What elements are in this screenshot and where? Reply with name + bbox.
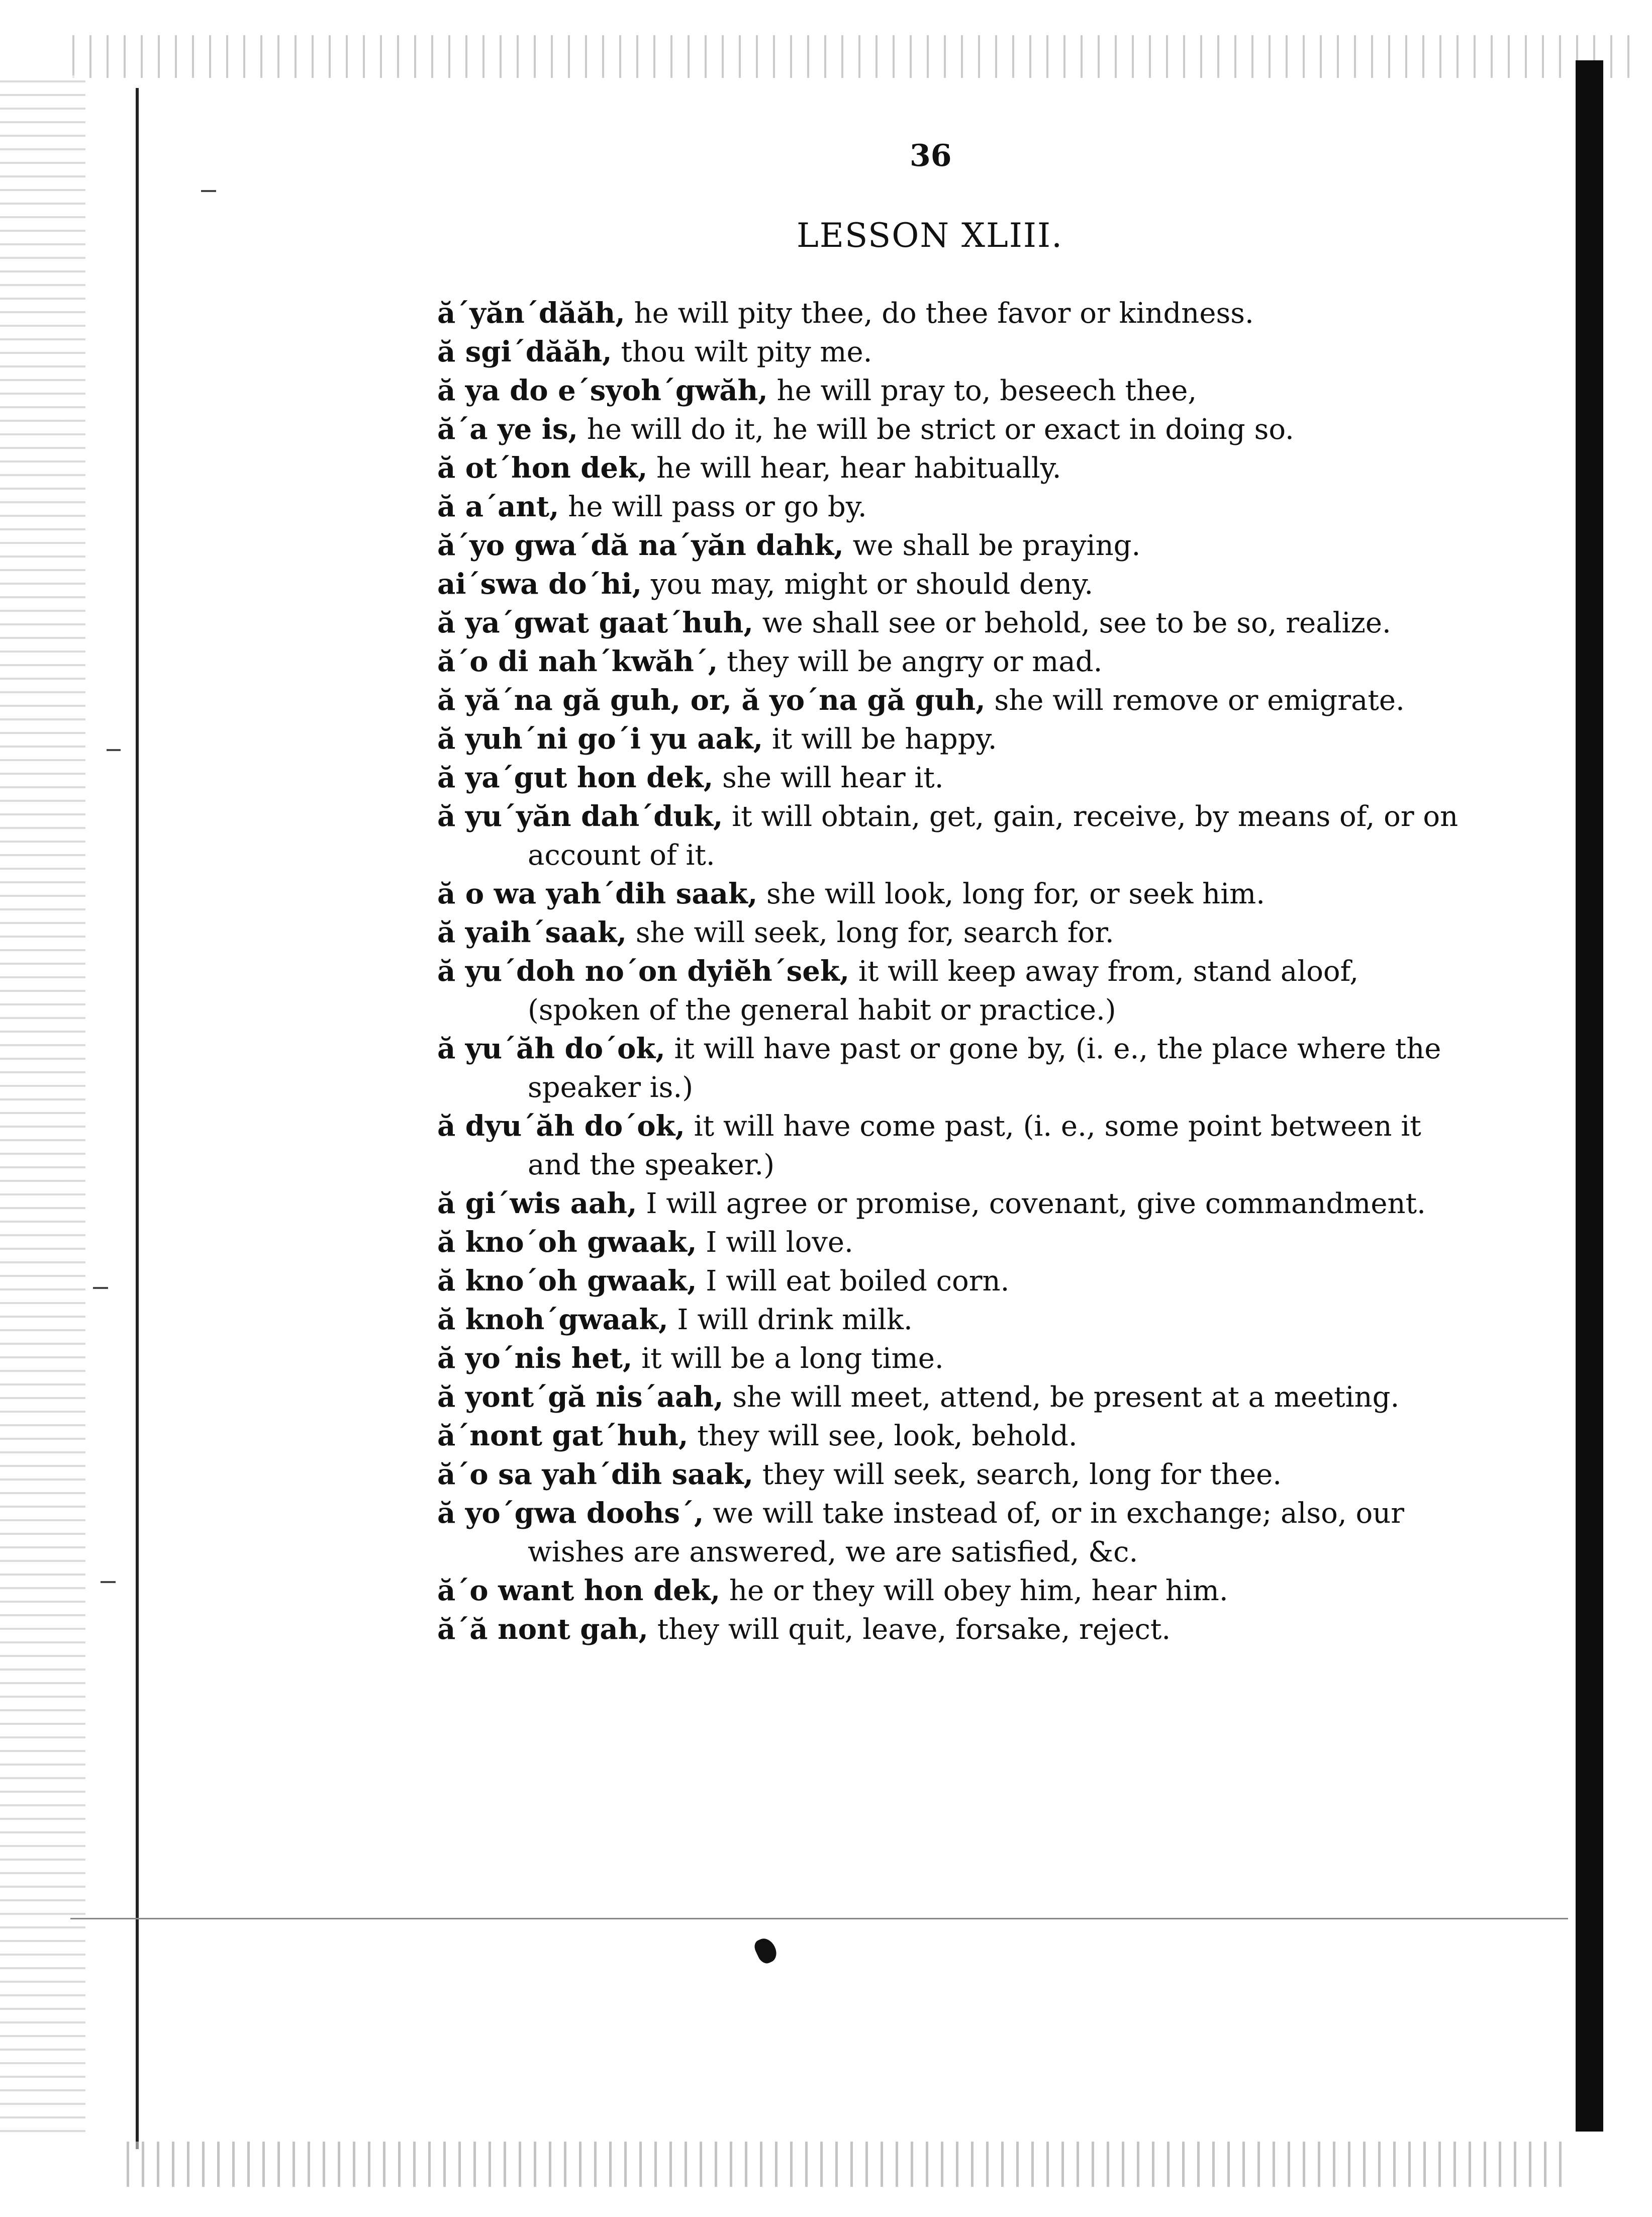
entry-headword: ă dyu´ăh do´ok, — [437, 1110, 685, 1143]
entry-gloss: we shall see or behold, see to be so, realize. — [762, 607, 1391, 639]
entry-headword: ă´o sa yah´dih saak, — [437, 1458, 754, 1491]
vocabulary-entry — [437, 488, 1473, 526]
entry-gloss: they will see, look, behold. — [697, 1420, 1078, 1452]
entry-gloss: I will eat boiled corn. — [706, 1265, 1010, 1298]
vocabulary-entry — [437, 1494, 1473, 1572]
entry-headword: ă yo´nis het, — [437, 1342, 633, 1375]
vocabulary-entry — [437, 681, 1473, 720]
vocabulary-entry — [437, 1455, 1473, 1494]
entry-headword: ă o wa yah´dih saak, — [437, 877, 758, 910]
vocabulary-entry — [437, 604, 1473, 642]
page-margin-line — [136, 88, 139, 2149]
vocabulary-entry — [437, 875, 1473, 913]
entry-gloss: she will meet, attend, be present at a meeting. — [732, 1381, 1400, 1414]
entry-gloss: she will seek, long for, search for. — [635, 916, 1114, 949]
entry-headword: ai´swa do´hi, — [437, 568, 642, 601]
entry-headword: ă yont´gă nis´aah, — [437, 1380, 724, 1414]
lesson-title: LESSON XLIII. — [796, 216, 1063, 255]
margin-mark — [101, 1581, 116, 1583]
book-spine-shadow — [1576, 60, 1603, 2132]
entry-gloss: he or they will obey him, hear him. — [729, 1575, 1228, 1607]
vocabulary-entry — [437, 759, 1473, 797]
vocabulary-list — [437, 294, 1473, 1649]
vocabulary-entry — [437, 1378, 1473, 1417]
entry-headword: ă yaih´saak, — [437, 916, 627, 949]
vocabulary-entry — [437, 410, 1473, 449]
entry-gloss: she will look, long for, or seek him. — [766, 878, 1266, 910]
vocabulary-entry — [437, 1030, 1473, 1107]
margin-mark — [70, 1918, 1568, 1919]
entry-gloss: they will quit, leave, forsake, reject. — [657, 1613, 1171, 1646]
vocabulary-entry — [437, 1107, 1473, 1184]
entry-headword: ă´nont gat´huh, — [437, 1419, 689, 1452]
entry-headword: ă yu´doh no´on dyiĕh´sek, — [437, 955, 850, 988]
entry-gloss: it will obtain, get, gain, receive, by means of, or on account of it. — [528, 800, 1459, 872]
entry-gloss: I will agree or promise, covenant, give commandment. — [646, 1187, 1426, 1220]
entry-headword: ă sgi´dăăh, — [437, 335, 612, 368]
entry-headword: ă´yo gwa´dă na´yăn dahk, — [437, 529, 844, 562]
entry-headword: ă yuh´ni go´i yu aak, — [437, 722, 763, 756]
entry-headword: ă gi´wis aah, — [437, 1187, 637, 1220]
vocabulary-entry — [437, 797, 1473, 875]
vocabulary-entry — [437, 642, 1473, 681]
vocabulary-entry — [437, 913, 1473, 952]
vocabulary-entry — [437, 565, 1473, 604]
entry-gloss: they will be angry or mad. — [727, 645, 1103, 678]
vocabulary-entry — [437, 1417, 1473, 1455]
vocabulary-entry — [437, 952, 1473, 1030]
entry-gloss: he will pray to, beseech thee, — [776, 375, 1197, 407]
entry-gloss: he will hear, hear habitually. — [656, 452, 1061, 485]
entry-gloss: thou wilt pity me. — [621, 336, 872, 368]
vocabulary-entry — [437, 1610, 1473, 1649]
entry-headword: ă ot´hon dek, — [437, 451, 648, 485]
entry-gloss: you may, might or should deny. — [650, 568, 1094, 601]
entry-gloss: we shall be praying. — [852, 529, 1141, 562]
entry-gloss: he will pass or go by. — [568, 491, 867, 523]
entry-gloss: it will have past or gone by, (i. e., the place where the speaker is.) — [528, 1033, 1441, 1104]
entry-gloss: she will remove or emigrate. — [994, 684, 1405, 717]
entry-headword: ă kno´oh gwaak, — [437, 1264, 697, 1298]
entry-gloss: he will do it, he will be strict or exact in doing so. — [587, 413, 1294, 446]
vocabulary-entry — [437, 294, 1473, 333]
vocabulary-entry — [437, 1223, 1473, 1262]
vocabulary-entry — [437, 1572, 1473, 1610]
entry-headword: ă´yăn´dăăh, — [437, 297, 625, 330]
vocabulary-entry — [437, 526, 1473, 565]
entry-headword: ă yu´ăh do´ok, — [437, 1032, 665, 1065]
entry-gloss: I will love. — [706, 1226, 853, 1259]
page-edge-bottom — [121, 2142, 1568, 2187]
entry-gloss: it will be happy. — [771, 723, 997, 756]
entry-gloss: it will be a long time. — [641, 1342, 944, 1375]
vocabulary-entry — [437, 372, 1473, 410]
entry-headword: ă´o di nah´kwăh´, — [437, 645, 718, 678]
margin-mark — [107, 749, 121, 751]
entry-headword: ă ya do e´syoh´gwăh, — [437, 374, 768, 407]
margin-mark — [201, 190, 216, 192]
vocabulary-entry — [437, 449, 1473, 488]
page-edge-top — [65, 35, 1633, 78]
entry-gloss: it will keep away from, stand aloof, (spoken of the general habit or practice.) — [528, 955, 1359, 1027]
entry-headword: ă´ă nont gah, — [437, 1613, 648, 1646]
vocabulary-entry — [437, 1262, 1473, 1301]
ink-blot — [752, 1935, 780, 1966]
entry-gloss: I will drink milk. — [677, 1304, 913, 1336]
vocabulary-entry — [437, 1184, 1473, 1223]
entry-headword: ă kno´oh gwaak, — [437, 1226, 697, 1259]
entry-headword: ă ya´gwat gaat´huh, — [437, 606, 753, 639]
entry-headword: ă a´ant, — [437, 490, 559, 523]
entry-headword: ă ya´gut hon dek, — [437, 761, 714, 794]
vocabulary-entry — [437, 720, 1473, 759]
entry-headword: ă yo´gwa doohs´, — [437, 1497, 704, 1530]
vocabulary-entry — [437, 1301, 1473, 1339]
entry-gloss: they will seek, search, long for thee. — [762, 1458, 1282, 1491]
entry-gloss: he will pity thee, do thee favor or kindness. — [634, 297, 1254, 330]
page-number: 36 — [910, 138, 952, 173]
entry-gloss: we will take instead of, or in exchange; also, our wishes are answered, we are satisfied, &c. — [528, 1497, 1405, 1568]
vocabulary-entry — [437, 333, 1473, 372]
entry-gloss: she will hear it. — [722, 762, 944, 794]
margin-mark — [93, 1287, 108, 1289]
entry-headword: ă yă´na gă guh, or, ă yo´na gă guh, — [437, 684, 986, 717]
vocabulary-entry — [437, 1339, 1473, 1378]
entry-headword: ă´o want hon dek, — [437, 1574, 721, 1607]
entry-headword: ă´a ye is, — [437, 413, 578, 446]
page-edge-left — [0, 75, 85, 2137]
entry-gloss: it will have come past, (i. e., some point between it and the speaker.) — [528, 1110, 1421, 1181]
entry-headword: ă yu´yăn dah´duk, — [437, 800, 723, 833]
entry-headword: ă knoh´gwaak, — [437, 1303, 668, 1336]
